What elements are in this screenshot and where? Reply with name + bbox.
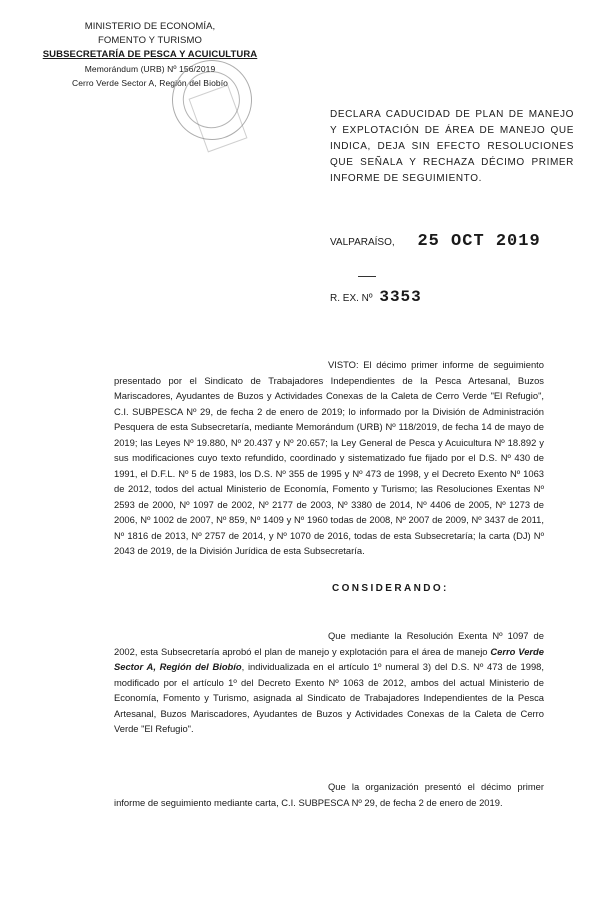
- city-label: VALPARAÍSO,: [330, 237, 395, 248]
- considerando-p1-text-b: , individualizada en el artículo 1º numeral 3) del D.S. Nº 473 de 1998, modificado por el artículo 1º del Decreto Exento Nº 1063 de 2012, ambos del actual Ministerio de Economía, Fomento y Turismo, asignada al Sindicato de Trabajadores Independientes de la Pesca Artesanal, Buzos Mariscadores, Ayudantes de Buzos y Actividades Conexas de la Caleta de Cerro Verde "El Refugio".: [114, 661, 544, 734]
- considerando-paragraph-1: [114, 628, 544, 737]
- letterhead: [0, 20, 300, 90]
- resolution-number-line: [330, 288, 422, 306]
- resolution-prefix: R. EX. Nº: [330, 293, 373, 304]
- ministry-line-1: MINISTERIO DE ECONOMÍA,: [84, 21, 216, 32]
- memo-reference: Memorándum (URB) Nº 156/2019: [84, 64, 216, 74]
- resolution-summary: DECLARA CADUCIDAD DE PLAN DE MANEJO Y EXPLOTACIÓN DE ÁREA DE MANEJO QUE INDICA, DEJA SIN EFECTO RESOLUCIONES QUE SEÑALA Y RECHAZA DÉCIMO PRIMER INFORME DE SEGUIMIENTO.: [330, 109, 574, 184]
- place-date: [330, 232, 541, 251]
- number-dash-mark: [358, 276, 376, 277]
- area-reference: Cerro Verde Sector A, Región del Biobío: [71, 78, 229, 88]
- visto-label: VISTO:: [328, 359, 359, 370]
- resolution-number: 3353: [379, 288, 422, 306]
- considerando-heading: CONSIDERANDO:: [332, 583, 449, 594]
- visto-paragraph: [114, 357, 544, 559]
- considerando-p1-text-a: Que mediante la Resolución Exenta Nº 1097 de 2002, esta Subsecretaría aprobó el plan de manejo y explotación para el área de manejo: [114, 630, 544, 657]
- date-stamp: 25 OCT 2019: [417, 232, 541, 251]
- considerando-paragraph-2: [114, 779, 544, 810]
- area-name-emphasis: Cerro Verde Sector A, Región del Biobío: [114, 645, 544, 672]
- considerando-p2-text: Que la organización presentó el décimo primer informe de seguimiento mediante carta, C.I. SUBPESCA Nº 29, de fecha 2 de enero de 2019.: [114, 781, 544, 808]
- subsecretaria-name: SUBSECRETARÍA DE PESCA Y ACUICULTURA: [42, 49, 258, 60]
- visto-text: El décimo primer informe de seguimiento presentado por el Sindicato de Trabajadores Independientes de la Pesca Artesanal, Buzos Mariscadores, Ayudantes de Buzos y Actividades Conexas de la Caleta de Cerro Verde "El Refugio", C.I. SUBPESCA Nº 29, de fecha 2 de enero de 2019; lo informado por la División de Administración Pesquera de esta Subsecretaría, mediante Memorándum (URB) Nº 118/2019, de fecha 14 de mayo de 2019; las Leyes Nº 19.880, Nº 20.437 y Nº 20.657; la Ley General de Pesca y Acuicultura Nº 18.892 y sus modificaciones cuyo texto refundido, coordinado y sistematizado fue fijado por el D.S. Nº 430 de 1991, el D.F.L. Nº 5 de 1983, los D.S. Nº 355 de 1995 y Nº 473 de 1998, y el Decreto Exento Nº 1063 de 2012, todos del actual Ministerio de Economía, Fomento y Turismo; las Resoluciones Exentas Nº 2593 de 2000, Nº 1097 de 2002, Nº 2177 de 2003, Nº 3380 de 2014, Nº 4406 de 2005, Nº 1273 de 2006, Nº 1002 de 2007, Nº 859, Nº 1409 y Nº 1960 todas de 2008, Nº 2007 de 2009, Nº 3437 de 2011, Nº 1816 de 2013, Nº 2757 de 2014, y Nº 1070 de 2016, todas de esta Subsecretaría; la carta (DJ) Nº 2043 de 2019, de la División Jurídica de esta Subsecretaría.: [114, 359, 544, 556]
- ministry-line-2: FOMENTO Y TURISMO: [98, 35, 202, 46]
